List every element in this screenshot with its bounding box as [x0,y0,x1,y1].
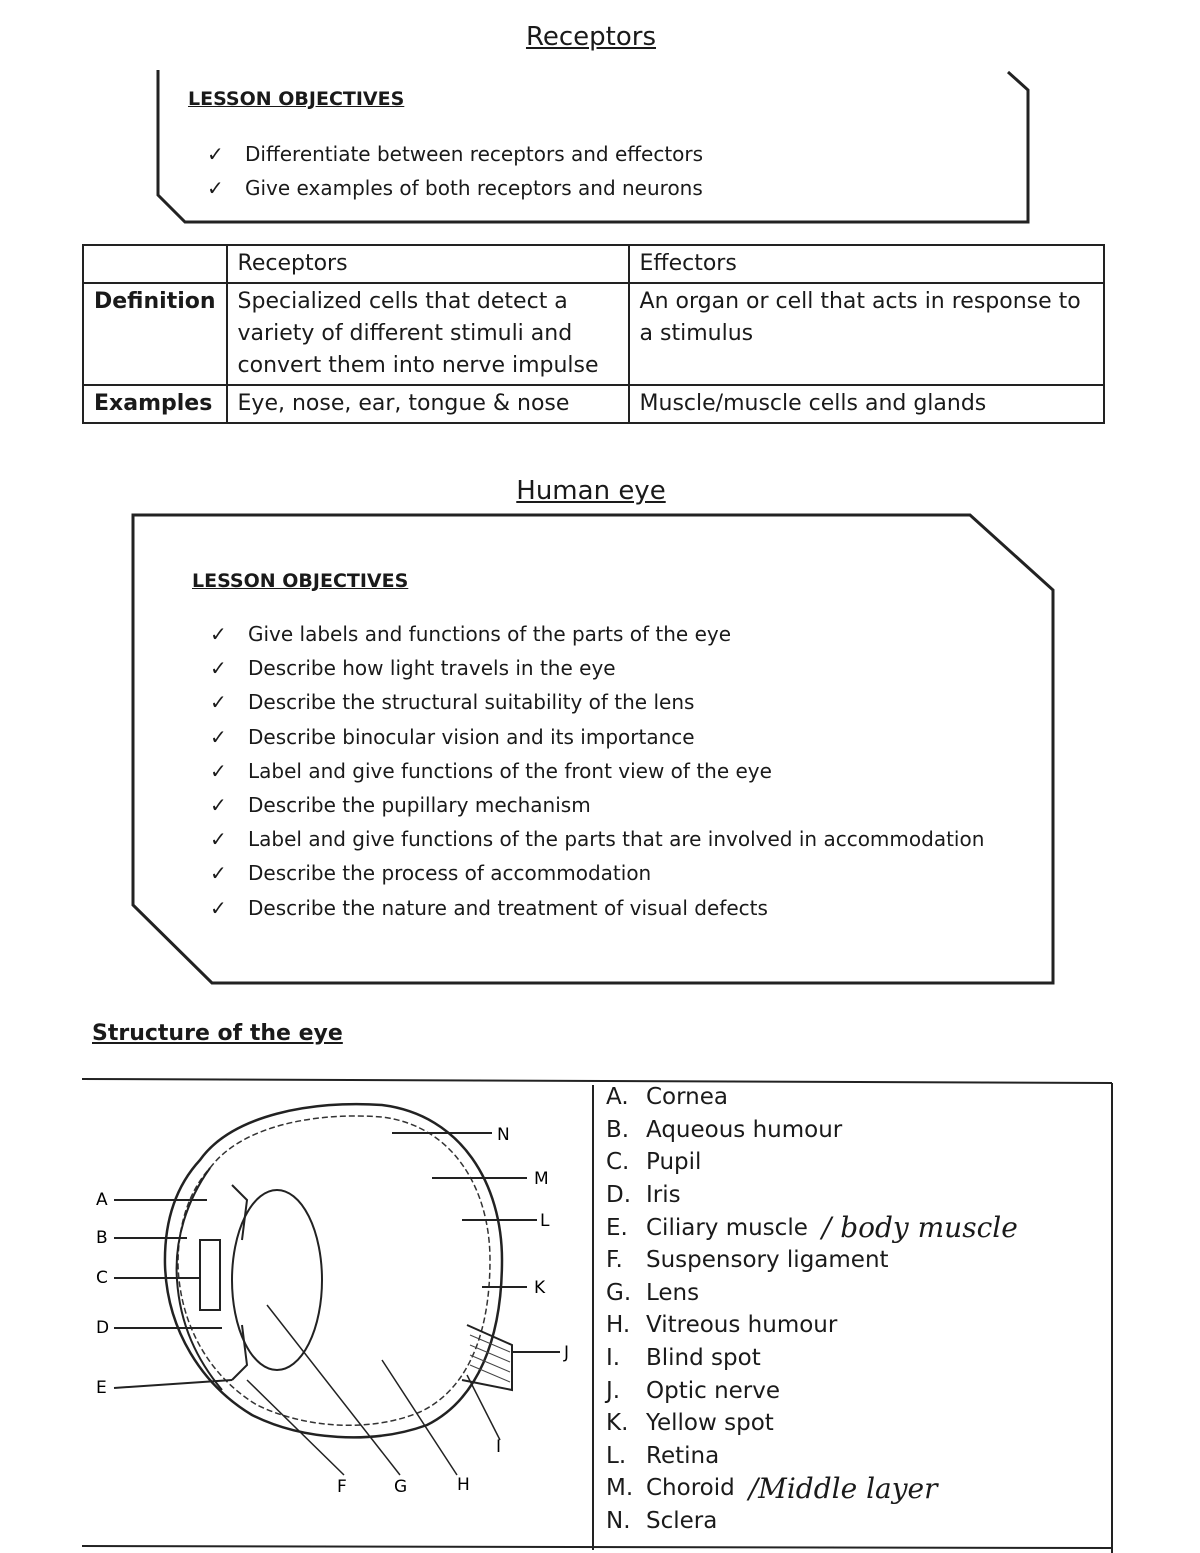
list-item: B. Aqueous humour [606,1116,843,1143]
check-icon: ✓ [210,792,227,817]
row-label-definition: Definition [83,283,227,385]
check-icon: ✓ [210,827,227,852]
objective-item: ✓ Label and give functions of the front view of the eye [210,758,772,783]
list-item: L. Retina [606,1442,720,1469]
list-item: K. Yellow spot [606,1410,774,1437]
eye-objectives-list [210,622,984,930]
iris-lower [232,1325,247,1380]
pupil-bracket [200,1240,220,1310]
receptors-objectives-heading: LESSON OBJECTIVES [188,88,405,110]
sclera-outline [165,1104,502,1437]
check-icon: ✓ [210,622,227,646]
diagram-label-d: D [96,1318,110,1338]
diagram-label-b: B [96,1228,108,1248]
handwritten-note: / body muscle [821,1211,1018,1245]
diagram-label-f: F [337,1477,347,1497]
objective-item: ✓ Label and give functions of the parts that are involved in accommodation [210,827,985,852]
human-eye-title: Human eye [516,476,666,506]
eye-diagram [82,1090,590,1510]
list-item: E. Ciliary muscle / body muscle [606,1211,1018,1245]
objective-item: ✓ Give examples of both receptors and neurons [207,176,703,200]
list-item: C. Pupil [606,1149,702,1176]
check-icon: ✓ [210,758,227,783]
row-label-examples: Examples [83,385,227,423]
check-icon: ✓ [210,861,227,886]
diagram-label-i: I [496,1437,502,1457]
receptors-effectors-table [82,244,1105,424]
diagram-label-e: E [96,1378,107,1398]
objective-item: ✓ Give labels and functions of the parts of the eye [210,622,732,646]
cell-effectors-definition: An organ or cell that acts in response to a stimulus [629,283,1104,385]
list-item: D. Iris [606,1182,681,1209]
table-row [83,283,1104,385]
eye-objectives-heading: LESSON OBJECTIVES [192,570,409,592]
table-header-effectors: Effectors [629,245,1104,283]
check-icon: ✓ [210,656,227,681]
receptors-title: Receptors [525,22,657,52]
check-icon: ✓ [210,895,227,920]
diagram-label-m: M [534,1169,549,1189]
list-item: I. Blind spot [606,1345,761,1372]
diagram-label-h: H [457,1475,470,1495]
diagram-label-k: K [534,1278,546,1298]
objective-item: ✓ Differentiate between receptors and effectors [207,142,704,166]
objective-item: ✓ Describe the nature and treatment of visual defects [210,895,768,920]
objective-item: ✓ Describe the process of accommodation [210,861,652,886]
objective-item: ✓ Describe the pupillary mechanism [210,792,591,817]
check-icon: ✓ [207,176,224,200]
cell-receptors-examples: Eye, nose, ear, tongue & nose [227,385,629,423]
receptors-objectives-list [207,142,703,210]
eye-parts-list [606,1081,1018,1537]
diagram-label-g: G [394,1477,408,1497]
objective-item: ✓ Describe how light travels in the eye [210,656,616,681]
diagram-label-l: L [540,1211,550,1231]
choroid-outline [178,1116,490,1425]
list-item: F. Suspensory ligament [606,1247,889,1274]
cell-effectors-examples: Muscle/muscle cells and glands [629,385,1104,423]
table-header-receptors: Receptors [227,245,629,283]
table-header-row [83,245,1104,283]
check-icon: ✓ [210,724,227,749]
objective-item: ✓ Describe binocular vision and its importance [210,724,695,749]
diagram-label-n: N [497,1125,510,1145]
check-icon: ✓ [207,142,224,166]
check-icon: ✓ [210,690,227,715]
objective-item: ✓ Describe the structural suitability of the lens [210,690,695,715]
list-item: J. Optic nerve [606,1377,781,1404]
table-row [83,385,1104,423]
table-corner-cell [83,245,227,283]
list-item: G. Lens [606,1279,700,1306]
cell-receptors-definition: Specialized cells that detect a variety of different stimuli and convert them into nerve impulse [227,283,629,385]
diagram-label-a: A [96,1190,108,1210]
list-item: M. Choroid /Middle layer [606,1471,938,1505]
list-item: N. Sclera [606,1508,718,1535]
handwritten-note: /Middle layer [748,1471,938,1505]
diagram-label-j: J [564,1343,570,1363]
diagram-label-c: C [96,1268,108,1288]
list-item: H. Vitreous humour [606,1312,838,1339]
structure-heading: Structure of the eye [92,1021,343,1046]
list-item: A. Cornea [606,1084,729,1111]
structure-panel-bottom-border [82,1546,1112,1548]
